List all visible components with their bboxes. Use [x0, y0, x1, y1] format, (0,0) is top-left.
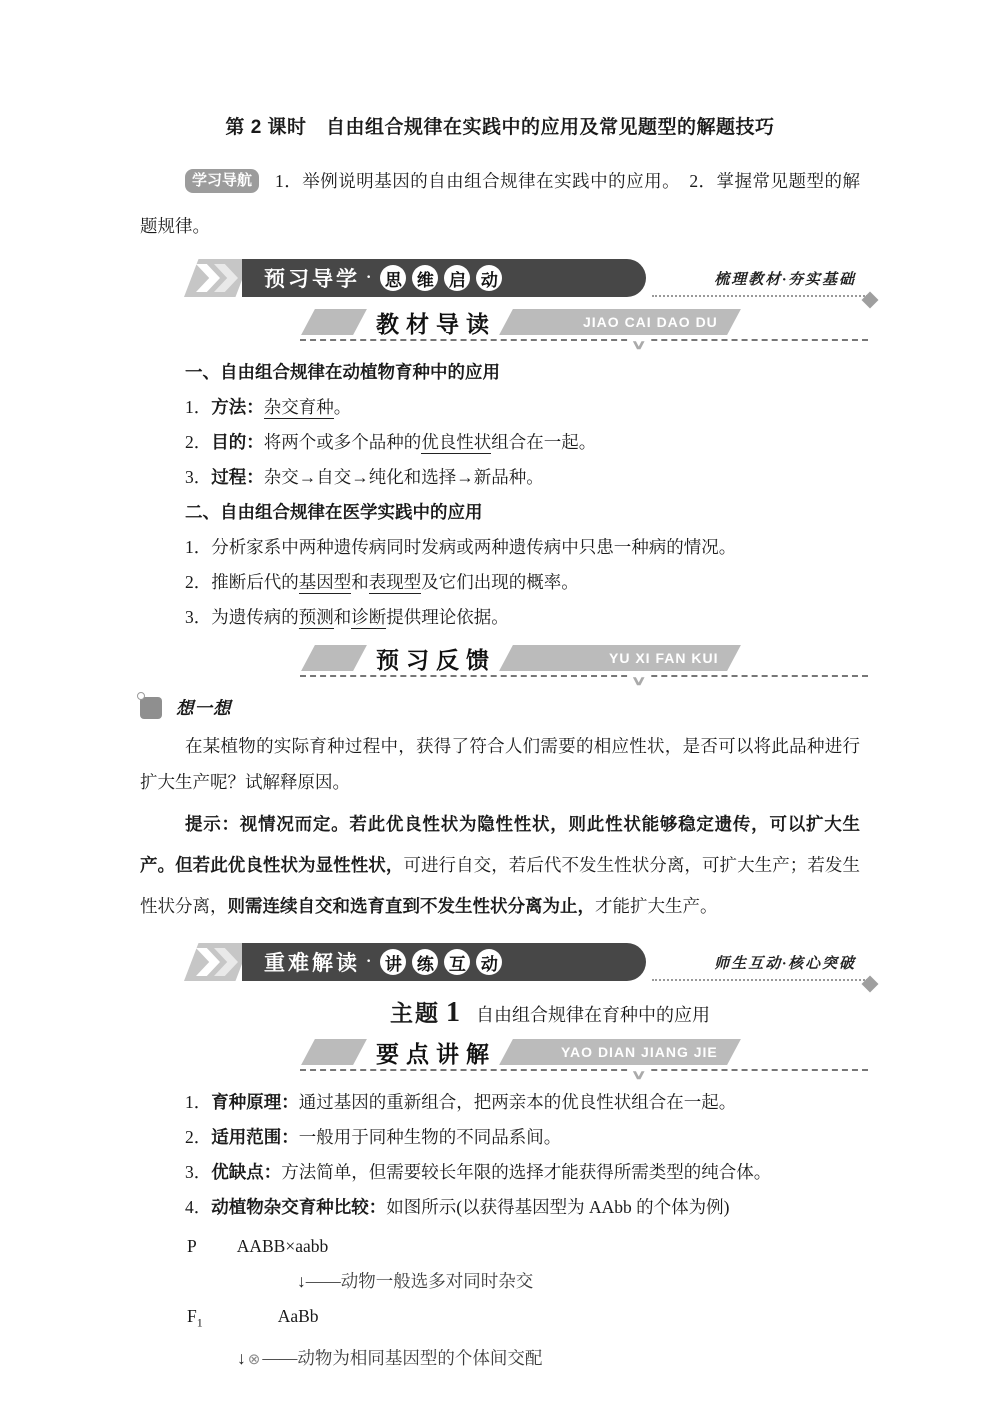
- section-banner-core: [140, 943, 860, 981]
- sub-banner-pinyin: JIAO CAI DAO DU: [583, 314, 718, 330]
- item-number: 1．: [185, 537, 212, 557]
- chevron-down-icon: ∨: [627, 673, 650, 689]
- think-question: 在某植物的实际育种过程中，获得了符合人们需要的相应性状，是否可以将此品种进行扩大生产呢？试解释原因。: [140, 736, 860, 792]
- item-label: 育种原理：: [211, 1092, 299, 1112]
- selfing-circle-cross-icon: ⊗: [247, 1351, 261, 1368]
- banner-circle-char: 互: [444, 949, 470, 975]
- textbook-guide-content: [140, 355, 860, 635]
- diagram-note: ——动物为相同基因型的个体间交配: [262, 1347, 543, 1368]
- banner-circle-char: 讲: [380, 949, 406, 975]
- topic-heading: [140, 995, 860, 1029]
- list-item: [140, 1085, 860, 1120]
- dashed-line: [300, 339, 868, 341]
- banner-circle-char: 思: [380, 265, 406, 291]
- item-text: 分析家系中两种遗传病同时发病或两种遗传病中只患一种病的情况。: [211, 537, 737, 557]
- blank-answer: 表现型: [368, 572, 422, 592]
- key-points-content: [140, 1085, 860, 1225]
- sub-banner-pinyin: YAO DIAN JIANG JIE: [561, 1044, 718, 1060]
- learning-nav-badge: 学习导航: [185, 169, 259, 193]
- banner-circle-char: 练: [412, 949, 438, 975]
- item-text: 及它们出现的概率。: [421, 572, 579, 592]
- generation-label: F: [187, 1306, 197, 1326]
- topic-number: 1: [446, 997, 460, 1028]
- list-item: [140, 1155, 860, 1190]
- parent-genotypes: AABB×aabb: [236, 1236, 329, 1256]
- banner-right-label: 梳理教材·夯实基础: [714, 272, 856, 288]
- sub-banner-title: 要点讲解: [376, 1040, 496, 1067]
- diagram-arrow-note-line: [140, 1264, 860, 1299]
- item-number: 1．: [185, 1092, 212, 1112]
- item-text: 推断后代的: [211, 572, 299, 592]
- item-text: 将两个或多个品种的: [263, 432, 422, 452]
- banner-circle-char: 动: [476, 949, 502, 975]
- item-number: 2．: [185, 1127, 212, 1147]
- topic-label: 主题: [390, 1000, 440, 1026]
- list-item: [140, 1120, 860, 1155]
- cross-breeding-diagram: [140, 1229, 860, 1378]
- generation-subscript: 1: [196, 1315, 203, 1330]
- banner-bar: [242, 259, 646, 297]
- dotted-line: [652, 979, 868, 981]
- item-number: 3．: [185, 467, 212, 487]
- item-text: 提供理论依据。: [386, 607, 509, 627]
- double-chevron-icon: [196, 264, 220, 292]
- topic-title: 自由组合规律在育种中的应用: [476, 1005, 710, 1025]
- banner-right-label: 师生互动·核心突破: [714, 956, 856, 972]
- banner-separator-dot: ·: [366, 953, 372, 970]
- banner-separator-dot: ·: [366, 269, 372, 286]
- list-item: [140, 1190, 860, 1225]
- parallelogram-decoration: [301, 309, 367, 335]
- item-text: 如图所示(以获得基因型为 AAbb 的个体为例): [386, 1197, 730, 1217]
- pinyin-parallelogram: [499, 645, 741, 671]
- diagram-note: ——动物一般选多对同时杂交: [305, 1271, 534, 1291]
- part2-heading: 二、自由组合规律在医学实践中的应用: [185, 502, 483, 522]
- banner-title: 预习导学: [264, 268, 360, 291]
- item-text: 一般用于同种生物的不同品系间。: [298, 1127, 562, 1147]
- hint-text: 才能扩大生产。: [595, 896, 718, 916]
- f1-genotype: AaBb: [277, 1306, 319, 1326]
- list-item: [140, 600, 860, 635]
- banner-bar: [242, 943, 646, 981]
- blank-answer: 杂交育种: [263, 397, 334, 417]
- blank-answer: 基因型: [298, 572, 352, 592]
- sub-banner-key-points: [140, 1037, 860, 1082]
- generation-label: P: [187, 1236, 197, 1256]
- pinyin-parallelogram: [499, 1039, 741, 1065]
- hint-bold-text: 提示：视情况而定。若此优良性状为隐性性状，则此性状能够稳定遗传，可以扩大生产。但若此优良性状为显性性状，: [140, 814, 860, 875]
- banner-left-decoration: [184, 943, 250, 981]
- sub-banner-pinyin: YU XI FAN KUI: [608, 650, 718, 666]
- item-label: 过程：: [211, 467, 264, 487]
- item-number: 4．: [185, 1197, 212, 1217]
- blank-answer: 预测: [298, 607, 334, 627]
- item-text: 为遗传病的: [211, 607, 299, 627]
- chevron-down-icon: ∨: [627, 1067, 650, 1083]
- item-number: 1．: [185, 397, 212, 417]
- diagram-f1-line: [140, 1299, 860, 1341]
- item-text: 通过基因的重新组合，把两亲本的优良性状组合在一起。: [298, 1092, 737, 1112]
- item-label: 目的：: [211, 432, 264, 452]
- think-about-it-label: 想一想: [176, 698, 232, 718]
- diagram-selfing-note-line: [140, 1341, 860, 1378]
- sub-banner-inner: [300, 643, 734, 673]
- hint-text: 可进行自交，若后代不发生性状分离，可扩大生产；若发生性状分离，: [140, 855, 860, 916]
- chevron-down-icon: ∨: [627, 337, 650, 353]
- list-item: [140, 530, 860, 565]
- part1-heading: 一、自由组合规律在动植物育种中的应用: [185, 362, 500, 382]
- sub-banner-title: 教材导读: [376, 310, 496, 337]
- item-number: 2．: [185, 432, 212, 452]
- double-chevron-icon: [196, 948, 220, 976]
- note-square-icon: [140, 697, 162, 719]
- dashed-line: [300, 675, 868, 677]
- parallelogram-decoration: [301, 1039, 367, 1065]
- sub-banner-textbook-guide: [140, 307, 860, 352]
- sub-banner-preview-feedback: [140, 643, 860, 688]
- think-hint: [140, 804, 860, 927]
- blank-answer: 诊断: [351, 607, 387, 627]
- item-number: 3．: [185, 1162, 212, 1182]
- list-item: [140, 565, 860, 600]
- blank-answer: 优良性状: [421, 432, 492, 452]
- item-text: 和: [333, 607, 352, 627]
- item-label: 适用范围：: [211, 1127, 299, 1147]
- item-label: 优缺点：: [211, 1162, 282, 1182]
- banner-left-decoration: [184, 259, 250, 297]
- item-text: 和: [351, 572, 369, 592]
- learning-nav-text: 1．举例说明基因的自由组合规律在实践中的应用。 2．掌握常见题型的解题规律。: [140, 171, 860, 236]
- banner-circle-char: 动: [476, 265, 502, 291]
- pinyin-parallelogram: [499, 309, 741, 335]
- section-banner-preview: [140, 259, 860, 297]
- list-item: [140, 390, 860, 425]
- banner-circle-char: 维: [412, 265, 438, 291]
- learning-nav-paragraph: [140, 159, 860, 249]
- item-number: 2．: [185, 572, 212, 592]
- dotted-line: [652, 295, 868, 297]
- down-arrow-icon: ↓: [237, 1347, 246, 1368]
- parallelogram-decoration: [301, 645, 367, 671]
- item-text: 杂交→自交→纯化和选择→新品种。: [263, 467, 544, 487]
- hint-bold-text: 则需连续自交和选育直到不发生性状分离为止，: [227, 896, 595, 916]
- item-text: 方法简单，但需要较长年限的选择才能获得所需类型的纯合体。: [281, 1162, 772, 1182]
- list-item: [140, 425, 860, 460]
- sub-banner-inner: [300, 1037, 734, 1067]
- down-arrow-icon: ↓: [297, 1271, 306, 1291]
- item-label: 动植物杂交育种比较：: [211, 1197, 387, 1217]
- banner-circle-char: 启: [444, 265, 470, 291]
- page-title: 第 2 课时 自由组合规律在实践中的应用及常见题型的解题技巧: [225, 117, 775, 138]
- diagram-parent-line: [140, 1229, 860, 1264]
- item-text: 。: [333, 397, 352, 417]
- list-item: [140, 460, 860, 495]
- sub-banner-inner: [300, 307, 734, 337]
- item-number: 3．: [185, 607, 212, 627]
- item-label: 方法：: [211, 397, 264, 417]
- banner-title: 重难解读: [264, 952, 360, 975]
- sub-banner-title: 预习反馈: [376, 646, 496, 673]
- dashed-line: [300, 1069, 868, 1071]
- item-text: 组合在一起。: [491, 432, 597, 452]
- think-about-it-row: [140, 695, 860, 720]
